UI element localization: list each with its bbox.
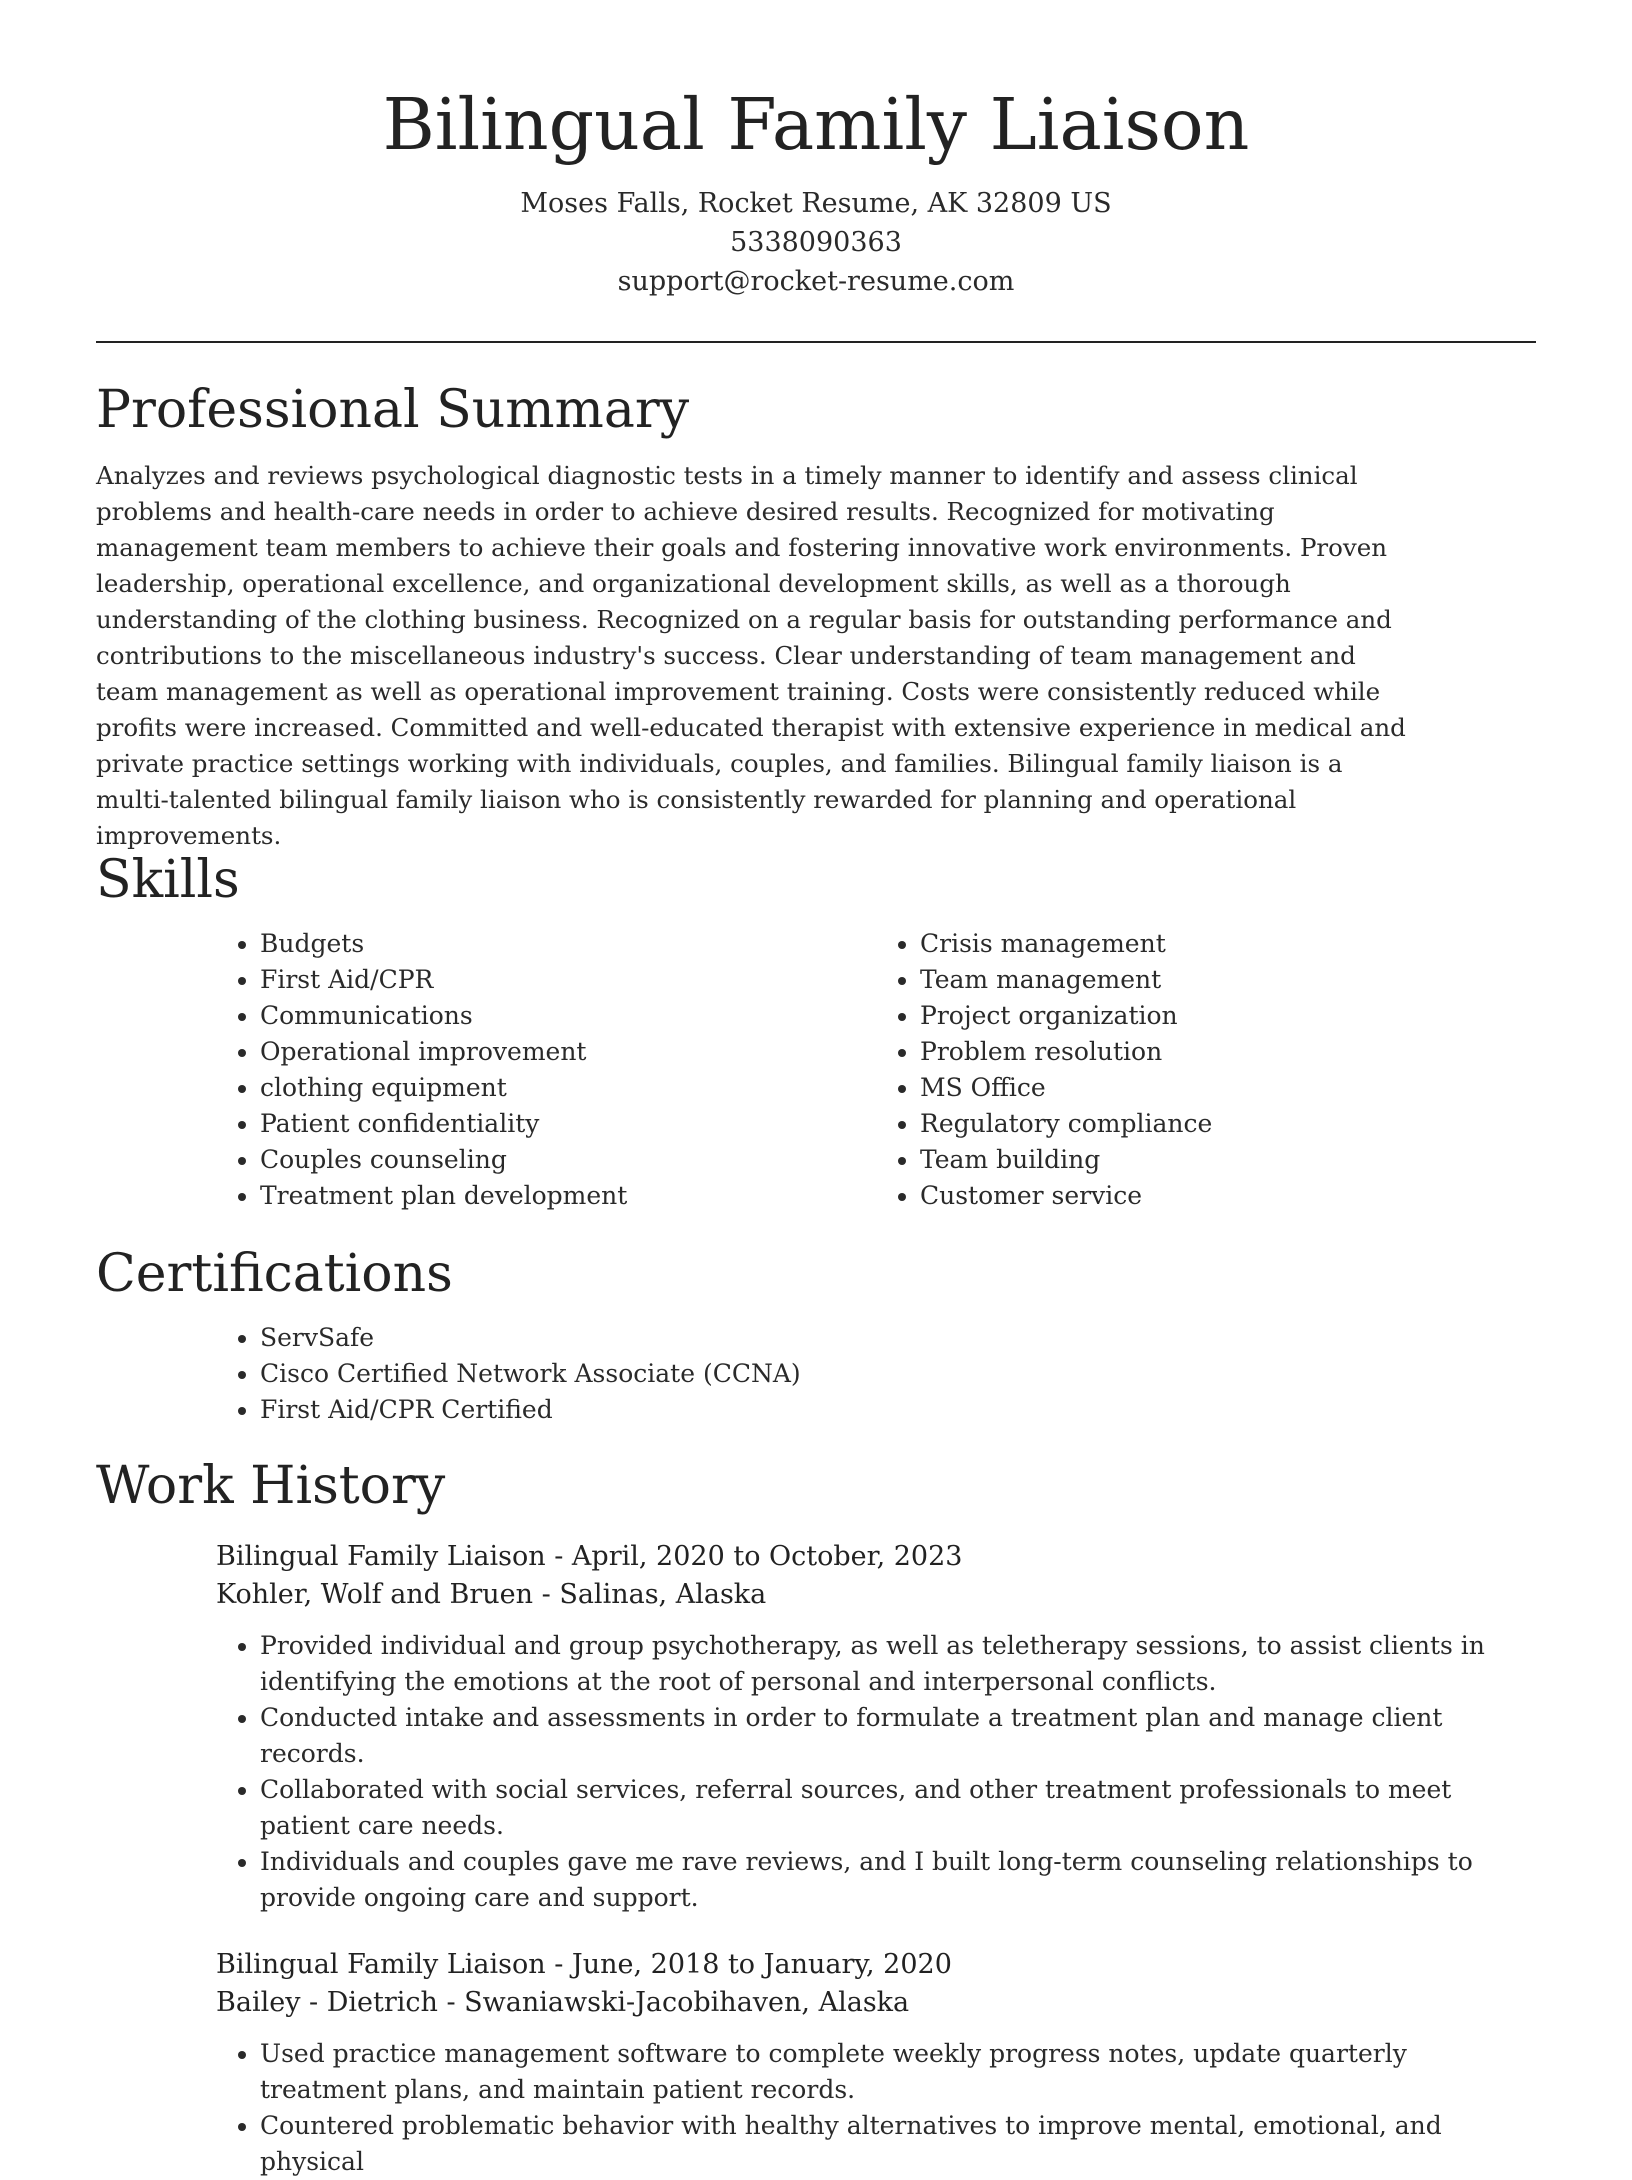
skill-item: • Customer service [920, 1178, 1536, 1214]
job-bullets [96, 1628, 1536, 1916]
summary-heading: Professional Summary [96, 380, 690, 440]
contact-phone: 5338090363 [730, 227, 902, 258]
job-bullet: • Used practice management software to complete weekly progress notes, update quarterly treatment plans, and maintain patient records. [260, 2036, 1536, 2108]
job-bullet: • Conducted intake and assessments in order to formulate a treatment plan and manage client records. [260, 1700, 1536, 1772]
contact-info [96, 184, 1536, 301]
certifications-section [96, 1242, 1536, 1428]
contact-email: support@rocket-resume.com [617, 266, 1015, 297]
job-bullet: • Countered problematic behavior with healthy alternatives to improve mental, emotional, and physical [260, 2108, 1536, 2180]
summary-text: Analyzes and reviews psychological diagnostic tests in a timely manner to identify and assess clinical problems and health-care needs in order to achieve desired results. Recognized for motivating management team members to achieve their goals and fostering innovative work environments. Proven leadership, operational excellence, and organizational development skills, as well as a thorough understanding of the clothing business. Recognized on a regular basis for outstanding performance and contributions to the miscellaneous industry's success. Clear understanding of team management and team management as well as operational improvement training. Costs were consistently reduced while profits were increased. Committed and well-educated therapist with extensive experience in medical and private practice settings working with individuals, couples, and families. Bilingual family liaison is a multi-talented bilingual family liaison who is consistently rewarded for planning and operational improvements. [96, 461, 1406, 850]
job-bullet: • Provided individual and group psychotherapy, as well as teletherapy sessions, to assist clients in identifying the emotions at the root of personal and interpersonal conflicts. [260, 1628, 1536, 1700]
work-history-section [96, 1454, 1536, 2180]
skill-item: • MS Office [920, 1070, 1536, 1106]
job-title: Bilingual Family Liaison - April, 2020 to October, 2023 [216, 1541, 963, 1572]
job-company: Kohler, Wolf and Bruen - Salinas, Alaska [216, 1579, 767, 1610]
skill-item: • Patient confidentiality [260, 1106, 876, 1142]
job-title: Bilingual Family Liaison - June, 2018 to January, 2020 [216, 1949, 952, 1980]
skills-heading: Skills [96, 850, 240, 910]
skill-item: • Project organization [920, 998, 1536, 1034]
job-bullets [96, 2036, 1536, 2180]
certification-item: • First Aid/CPR Certified [260, 1392, 1536, 1428]
certifications-list [216, 1320, 1536, 1428]
skill-item: • Communications [260, 998, 876, 1034]
certification-item: • ServSafe [260, 1320, 1536, 1356]
skill-item: • Regulatory compliance [920, 1106, 1536, 1142]
skill-item: • Team building [920, 1142, 1536, 1178]
skills-list-right [876, 926, 1536, 1214]
job-entry [216, 1538, 1536, 1916]
header-divider [96, 341, 1536, 343]
certifications-heading: Certifications [96, 1244, 453, 1304]
skill-item: • Crisis management [920, 926, 1536, 962]
job-bullet: • Individuals and couples gave me rave reviews, and I built long-term counseling relationships to provide ongoing care and support. [260, 1844, 1536, 1916]
job-company: Bailey - Dietrich - Swaniawski-Jacobihaven, Alaska [216, 1987, 910, 2018]
skill-item: • Problem resolution [920, 1034, 1536, 1070]
resume-header [96, 80, 1536, 301]
skill-item: • First Aid/CPR [260, 962, 876, 998]
job-bullet: • Collaborated with social services, referral sources, and other treatment professionals to meet patient care needs. [260, 1772, 1536, 1844]
skill-item: • Budgets [260, 926, 876, 962]
certification-item: • Cisco Certified Network Associate (CCNA) [260, 1356, 1536, 1392]
skill-item: • Operational improvement [260, 1034, 876, 1070]
skill-item: • Couples counseling [260, 1142, 876, 1178]
skill-item: • clothing equipment [260, 1070, 876, 1106]
work-history-heading: Work History [96, 1456, 446, 1516]
job-entry [216, 1946, 1536, 2180]
skill-item: • Team management [920, 962, 1536, 998]
skills-section [96, 848, 1536, 1214]
skills-columns [216, 926, 1536, 1214]
summary-section [96, 378, 1536, 854]
skill-item: • Treatment plan development [260, 1178, 876, 1214]
candidate-name: Bilingual Family Liaison [382, 83, 1250, 166]
contact-address: Moses Falls, Rocket Resume, AK 32809 US [520, 188, 1112, 219]
skills-list-left [216, 926, 876, 1214]
